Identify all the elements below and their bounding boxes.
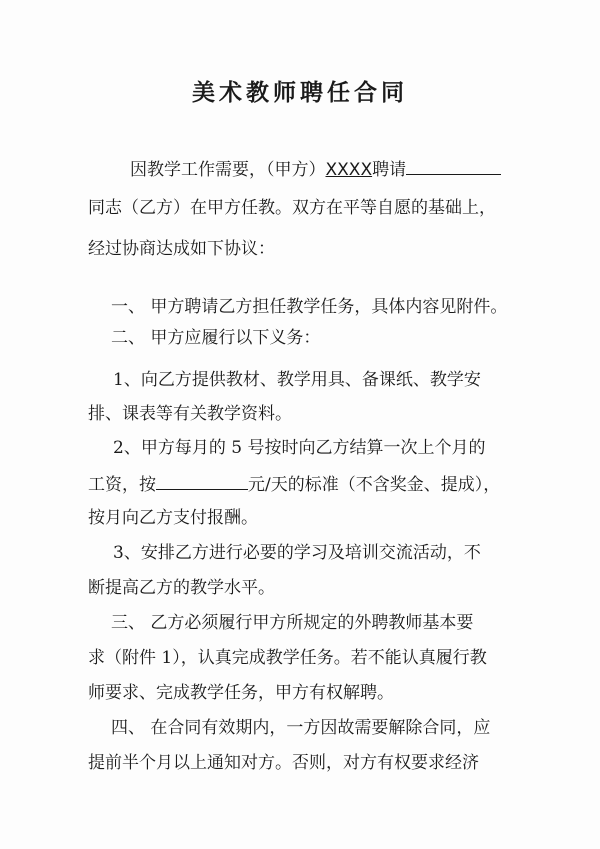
intro-line-1 — [130, 157, 501, 181]
item-3-line-1: 3、安排乙方进行必要的学习及培训交流活动，不 — [113, 543, 481, 563]
party-b-name-blank — [406, 157, 501, 175]
intro-line-3: 经过协商达成如下协议： — [88, 239, 275, 259]
item-2-line-3: 按月向乙方支付报酬。 — [88, 508, 258, 528]
clause-3-line-1: 三、 乙方必须履行甲方所规定的外聘教师基本要 — [111, 613, 474, 633]
clause-1: 一、 甲方聘请乙方担任教学任务，具体内容见附件。 — [111, 297, 508, 317]
clause-4-line-1: 四、 在合同有效期内，一方因故需要解除合同，应 — [111, 718, 491, 738]
intro-line-1-prefix: 因教学工作需要，（甲方） — [130, 160, 326, 180]
party-a-name: XXXX — [325, 160, 373, 180]
document-title: 美术教师聘任合同 — [192, 80, 408, 106]
clause-4-line-2: 提前半个月以上通知对方。否则，对方有权要求经济 — [88, 753, 479, 773]
item-2-line-2-prefix: 工资，按 — [88, 475, 156, 495]
clause-2-heading: 二、 甲方应履行以下义务： — [111, 328, 321, 348]
clause-3-line-3: 师要求、完成教学任务，甲方有权解聘。 — [88, 683, 394, 703]
item-1-line-1: 1、向乙方提供教材、教学用具、备课纸、教学安 — [113, 370, 481, 390]
item-1-line-2: 排、课表等有关教学资料。 — [88, 404, 292, 424]
intro-line-1-suffix: 聘请 — [372, 160, 407, 180]
item-2-line-1: 2、甲方每月的 5 号按时向乙方结算一次上个月的 — [113, 438, 486, 458]
intro-line-2: 同志（乙方）在甲方任教。双方在平等自愿的基础上， — [88, 198, 496, 218]
item-2-line-2-suffix: 元/天的标准（不含奖金、提成）， — [248, 475, 501, 495]
clause-3-line-2: 求（附件 1），认真完成教学任务。若不能认真履行教 — [88, 648, 487, 668]
item-3-line-2: 断提高乙方的教学水平。 — [88, 578, 275, 598]
item-2-line-2 — [88, 472, 500, 496]
daily-rate-blank — [156, 472, 248, 490]
